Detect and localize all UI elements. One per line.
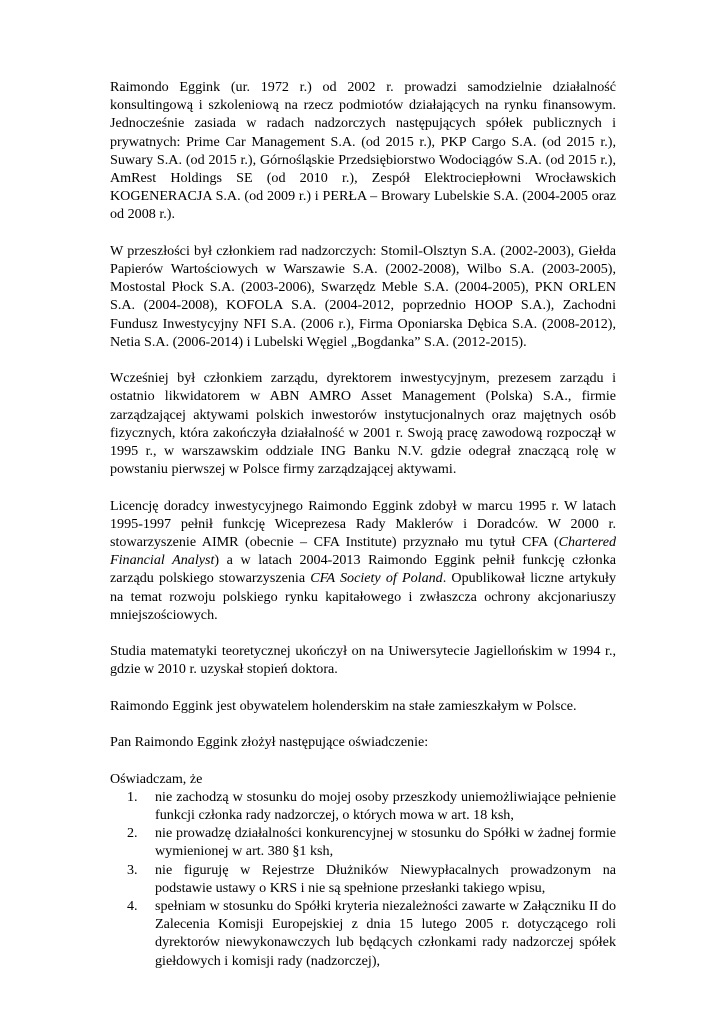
declaration-item-number: 4. <box>127 898 138 915</box>
declaration-list <box>110 788 616 970</box>
paragraph-education: Studia matematyki teoretycznej ukończył on na Uniwersytecie Jagiellońskim w 1994 r., gdzie w 2010 r. uzyskał stopień doktora. <box>110 643 616 678</box>
declaration-intro: Oświadczam, że <box>110 770 203 787</box>
cfa-title-italic: Chartered Financial Analyst <box>110 534 616 569</box>
declaration-item-number: 1. <box>127 788 138 805</box>
licence-text-part-2: ) a w latach 2004-2013 Raimondo Eggink pełnił funkcję członka zarządu polskiego stowarzyszenia <box>110 552 616 587</box>
licence-text-part-1: Licencję doradcy inwestycyjnego Raimondo Eggink zdobył w marcu 1995 r. W latach 1995-1997 pełnił funkcję Wiceprezesa Rady Maklerów i Doradców. W 2000 r. stowarzyszenie AIMR (obecnie – CFA Institute) przyznało mu tytuł CFA ( <box>110 497 616 551</box>
declaration-item-text: nie prowadzę działalności konkurencyjnej w stosunku do Spółki w żadnej formie wymienionej w art. 380 §1 ksh, <box>155 825 616 860</box>
paragraph-past-boards: W przeszłości był członkiem rad nadzorczych: Stomil-Olsztyn S.A. (2002-2003), Giełda Papierów Wartościowych w Warszawie S.A. (2002-2008), Wilbo S.A. (2003-2005), Mostostal Płock S.A. (2003-2006), Swarzędz Meble S.A. (2004-2005), PKN ORLEN S.A. (2004-2008), KOFOLA S.A. (2004-2012, poprzednio HOOP S.A.), Zachodni Fundusz Inwestycyjny NFI S.A. (2006 r.), Firma Oponiarska Dębica S.A. (2008-2012), Netia S.A. (2006-2014) i Lubelski Węgiel „Bogdanka” S.A. (2012-2015). <box>110 242 616 350</box>
declaration-item <box>127 824 616 860</box>
paragraph-citizenship: Raimondo Eggink jest obywatelem holenderskim na stałe zamieszkałym w Polsce. <box>110 697 577 714</box>
cfa-society-italic: CFA Society of Poland <box>310 570 443 587</box>
licence-text-part-3: . Opublikował liczne artykuły na temat rozwoju polskiego rynku kapitałowego i zwłaszcza ochrony akcjonariuszy mniejszościowych. <box>110 570 616 623</box>
declaration-item-text: nie figuruję w Rejestrze Dłużników Niewypłacalnych prowadzonym na podstawie ustawy o KRS i nie są spełnione przesłanki takiego wpisu, <box>155 861 616 896</box>
declaration-item <box>127 897 616 970</box>
paragraph-current-roles: Raimondo Eggink (ur. 1972 r.) od 2002 r. prowadzi samodzielnie działalność konsultingową i szkoleniową na rzecz podmiotów działających na rynku finansowym. Jednocześnie zasiada w radach nadzorczych następujących spółek publicznych i prywatnych: Prime Car Management S.A. (od 2015 r.), PKP Cargo S.A. (od 2015 r.), Suwary S.A. (od 2015 r.), Górnośląskie Przedsiębiorstwo Wodociągów S.A. (od 2015 r.), AmRest Holdings SE (od 2010 r.), Zespół Elektrociepłowni Wrocławskich KOGENERACJA S.A. (od 2009 r.) i PERŁA – Browary Lubelskie S.A. (2004-2005 oraz od 2008 r.). <box>110 79 616 223</box>
declaration-item <box>127 788 616 824</box>
declaration-item-number: 2. <box>127 825 138 842</box>
paragraph-statement-intro: Pan Raimondo Eggink złożył następujące oświadczenie: <box>110 734 429 751</box>
declaration-item-text: spełniam w stosunku do Spółki kryteria niezależności zawarte w Załączniku II do Zalecenia Komisji Europejskiej z dnia 15 lutego 2005 r. dotyczącego roli dyrektorów niewykonawczych lub będących członkami rady nadzorczej spółek giełdowych i komisji rady (nadzorczej), <box>155 898 616 969</box>
declaration-item-number: 3. <box>127 861 138 878</box>
document-page <box>110 78 616 970</box>
paragraph-earlier-career: Wcześniej był członkiem zarządu, dyrektorem inwestycyjnym, prezesem zarządu i ostatnio likwidatorem w ABN AMRO Asset Management (Polska) S.A., firmie zarządzającej aktywami polskich inwestorów instytucjonalnych oraz majętnych osób fizycznych, która zakończyła działalność w 2001 r. Swoją pracę zawodową rozpoczął w 1995 r., w warszawskim oddziale ING Banku N.V. gdzie odegrał znaczącą rolę w powstaniu pierwszej w Polsce firmy zarządzającej aktywami. <box>110 370 616 478</box>
declaration-item <box>127 861 616 897</box>
paragraph-licence-cfa <box>110 497 616 624</box>
declaration-item-text: nie zachodzą w stosunku do mojej osoby przeszkody uniemożliwiające pełnienie funkcji członka rady nadzorczej, o których mowa w art. 18 ksh, <box>155 788 616 824</box>
